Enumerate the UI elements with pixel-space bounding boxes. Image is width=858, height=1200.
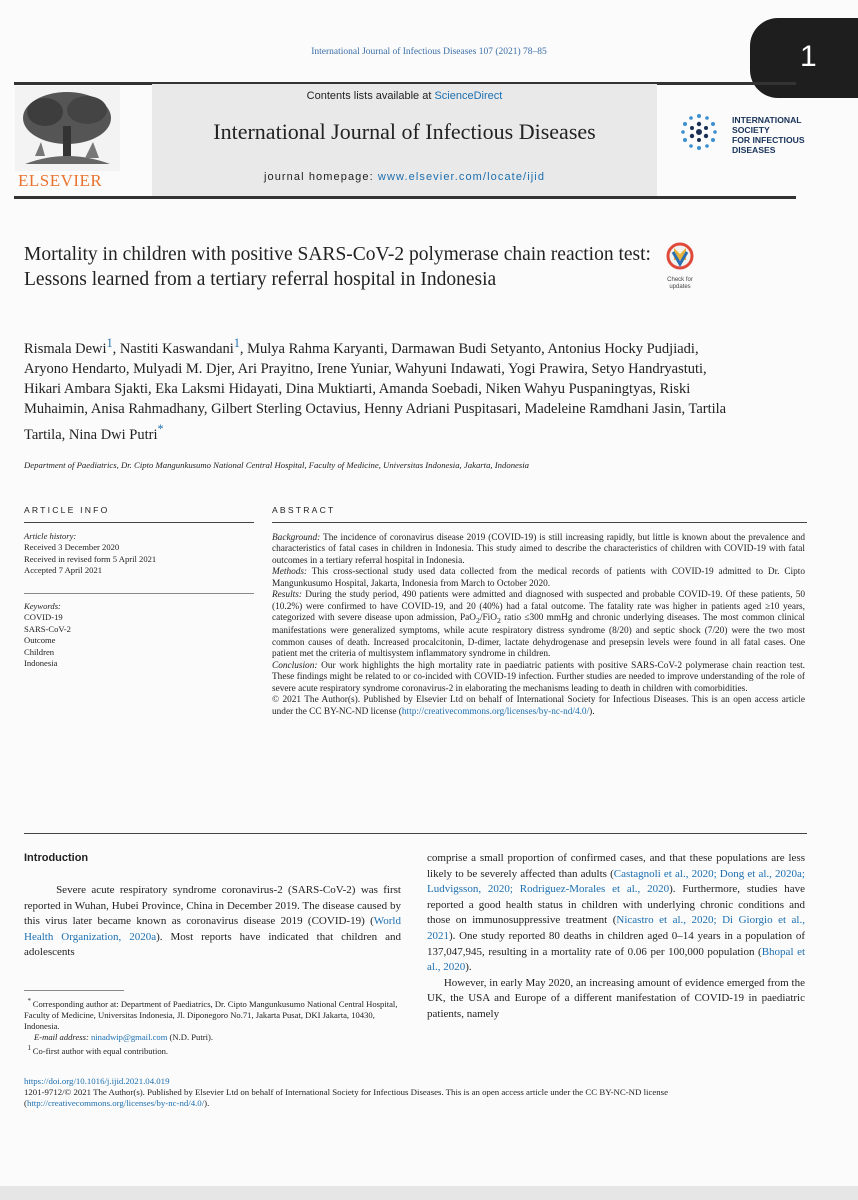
issn-text: 1201-9712/© 2021 The Author(s). Published by Elsevier Ltd on behalf of International Society for Infectious Diseases. This is an open access article under the CC BY-NC-ND license ( [24, 1087, 668, 1108]
footnote-email [24, 1032, 401, 1043]
conclusion-label: Conclusion: [272, 660, 318, 671]
page-bottom-edge [0, 1186, 858, 1200]
intro-left-column: Severe acute respiratory syndrome coronavirus-2 (SARS-CoV-2) was first reported in Wuhan, Hubei Province, China in December 2019. The disease caused by this virus later became known as coronavirus disease 2019 (COVID-19) (World Health Organization, 2020a). Most reports have indicated that children and adolescents [24, 884, 401, 959]
keyword-item[interactable]: COVID-19 [24, 612, 63, 623]
abstract-text [272, 533, 805, 718]
footnote-cofirst: $^1$ Co-first author with equal contribution. [24, 1043, 169, 1056]
keyword-item[interactable]: Outcome [24, 635, 56, 646]
methods-text: This cross-sectional study used data collected from the medical records of patients with COVID-19 admitted to Dr. Cipto Mangunkusumo Hospital, Jakarta, Indonesia from March to October 2020. [272, 567, 805, 589]
journal-homepage [152, 171, 657, 183]
article-history [24, 531, 234, 577]
abstract-conclusion [272, 661, 805, 695]
copyright-text: © 2021 The Author(s). Published by Elsevier Ltd on behalf of International Society for Infectious Diseases. This is an open access article under the CC BY-NC-ND license ( [272, 695, 805, 717]
affiliation: Department of Paediatrics, Dr. Cipto Mangunkusumo National Central Hospital, Faculty of Medicine, Universitas Indonesia, Jakarta, Indonesia [24, 460, 530, 470]
society-logo-icon [679, 112, 719, 152]
society-line: INTERNATIONAL [732, 115, 802, 125]
cofirst-text: Co-first author with equal contribution. [32, 1045, 169, 1056]
keywords [24, 601, 234, 669]
contents-prefix: Contents lists available at [306, 90, 435, 102]
page-number-tab [750, 18, 858, 98]
page-number: 1 [800, 40, 817, 73]
intro-right-column: comprise a small proportion of confirmed cases, and that these populations are less likely to be severely affected than adults (Castagnoli et al., 2020; Dong et al., 2020a; Ludvigsson, 2020; Rodriguez-Morales et al., 2020). Furthermore, studies have reported a good health status in children with underlying chronic conditions and those on immunosuppressive treatment (Nicastro et al., 2020; Di Giorgio et al., 2021). One study reported 80 deaths in children aged 0–14 years in a population of 137,047,945, resulting in a mortality rate of 0.06 per 100,000 population (Bhopal et al., 2020). However, in early May 2020, an increasing amount of evidence emerged from the UK, the USA and Europe of a different manifestation of COVID-19 in paediatric patients, namely [427, 852, 806, 1020]
corresponding-text: Corresponding author at: Department of Paediatrics, Dr. Cipto Mangunkusumo National Central Hospital, Faculty of Medicine, Universitas Indonesia, Jl. Diponegoro No.71, Jakarta Pusat, DKI Jakarta, 10430, Indonesia. [24, 998, 398, 1031]
introduction-heading: Introduction [24, 852, 89, 864]
history-item: Received 3 December 2020 [24, 542, 120, 553]
header-rule-bottom [14, 196, 796, 199]
keyword-item[interactable]: Children [24, 646, 55, 657]
check-updates-icon [658, 242, 702, 272]
footnote-rule [24, 990, 124, 991]
author-list: Rismala Dewi$^1$, Nastiti Kaswandani$^1$, Mulya Rahma Karyanti, Darmawan Budi Setyanto, Antonius Hocky Pudjiadi, Aryono Hendarto, Mulyadi M. Djer, Ari Prayitno, Irene Yuniar, Wahyuni Indawati, Yogi Prawira, Setyo Handryastuti, Hikari Ambara Sjakti, Eka Laksmi Hidayati, Dina Muktiarti, Amanda Soebadi, Niken Wahyu Puspaningtyas, Riski Muhaimin, Anisa Rahmadhany, Gilbert Sterling Octavius, Henny Adriani Puspitasari, Madeleine Ramdhani Jasin, Tartila Tartila, Nina Dwi Putri* [24, 336, 727, 443]
contents-line [152, 90, 657, 102]
journal-title: International Journal of Infectious Diseases [213, 119, 596, 144]
footnotes [24, 996, 401, 1057]
license-link[interactable]: http://creativecommons.org/licenses/by-nc-nd/4.0/ [401, 706, 590, 717]
history-rule [24, 593, 254, 594]
check-updates-label [658, 277, 702, 291]
elsevier-wordmark: ELSEVIER [18, 171, 103, 190]
background-text: The incidence of coronavirus disease 2019 (COVID-19) is still increasing rapidly, but little is known about the prevalence and characteristics of fatal cases in children in Indonesia. This study aimed to describe the characteristics of children with COVID-19 with fatal outcomes in a tertiary referral hospital in Indonesia. [272, 533, 805, 566]
homepage-prefix: journal homepage: [263, 171, 378, 183]
background-label: Background: [272, 533, 321, 543]
sciencedirect-link[interactable]: ScienceDirect [434, 90, 503, 102]
society-line: DISEASES [732, 145, 776, 155]
abstract-results [272, 590, 805, 661]
society-line: SOCIETY [732, 125, 770, 135]
abstract-methods [272, 567, 805, 590]
keyword-item[interactable]: SARS-CoV-2 [24, 623, 71, 634]
society-name [732, 115, 805, 155]
email-suffix: (N.D. Putri). [167, 1031, 213, 1042]
history-label: Article history: [24, 531, 77, 541]
email-label: E-mail address: [34, 1031, 89, 1042]
results-label: Results: [272, 590, 302, 601]
doi-link[interactable]: https://doi.org/10.1016/j.ijid.2021.04.019 [24, 1076, 170, 1086]
article-title: Mortality in children with positive SARS-CoV-2 polymerase chain reaction test: Lessons learned from a tertiary referral hospital in Indonesia [24, 244, 651, 290]
abstract-label: ABSTRACT [272, 505, 336, 515]
conclusion-text: Our work highlights the high mortality rate in paediatric patients with positive SARS-CoV-2 polymerase chain reaction test. These findings might be related to or co-incided with COVID-19 infection. Further studies are needed to improve understanding of the role of severe acute respiratory syndrome coronavirus-2 in elaborating the mechanisms leading to death in children with comorbidities. [272, 660, 805, 694]
society-line: FOR INFECTIOUS [732, 135, 805, 145]
keywords-label: Keywords: [24, 601, 61, 611]
footer-license-link[interactable]: http://creativecommons.org/licenses/by-nc-nd/4.0/ [26, 1098, 205, 1108]
article-info-label: ARTICLE INFO [24, 505, 110, 515]
abstract-background [272, 533, 805, 567]
abstract-copyright [272, 695, 805, 718]
keyword-item[interactable]: Indonesia [24, 658, 58, 669]
journal-citation[interactable]: International Journal of Infectious Diseases 107 (2021) 78–85 [311, 47, 547, 57]
article-info-rule [24, 522, 254, 523]
footer-license-end: ). [204, 1098, 210, 1108]
check-updates-line: updates [669, 284, 691, 290]
email-link[interactable]: ninadwip@gmail.com [90, 1031, 168, 1042]
copyright-end: ). [589, 706, 595, 717]
homepage-link[interactable]: www.elsevier.com/locate/ijid [377, 171, 546, 183]
issn-line [24, 1087, 814, 1109]
check-updates-line: Check for [667, 277, 693, 283]
abstract-rule [272, 522, 807, 523]
check-for-updates-button[interactable] [658, 242, 702, 290]
footnote-corresponding: * Corresponding author at: Department of Paediatrics, Dr. Cipto Mangunkusumo National Central Hospital, Faculty of Medicine, Universitas Indonesia, Jl. Diponegoro No.71, Jakarta Pusat, DKI Jakarta, 10430, Indonesia. [24, 997, 398, 1031]
history-item: Received in revised form 5 April 2021 [24, 553, 157, 564]
history-item: Accepted 7 April 2021 [24, 565, 103, 576]
methods-label: Methods: [272, 567, 308, 578]
results-text: During the study period, 490 patients were admitted and diagnosed with suspected and probable COVID-19. Of these patients, 50 (10.2%) were confirmed to have COVID-19, and 20 (40%) had a fatal outcome. The fatality rate was higher in patients aged ≥10 years, categorized with severe disease upon admission, PaO$_2$/FiO$_2$ ratio ≤300 mmHg and chronic underlying diseases. The most common clinical manifestations were generalized symptoms, while acute respiratory distress syndrome (8/20) and septic shock (7/20) were the two most common causes of death. Increased procalcitonin, D-dimer, lactate dehydrogenase and presepsin levels were found in all fatal cases. One patient met the criteria of multisystem inflammatory syndrome in children. [272, 590, 805, 660]
elsevier-tree-logo-icon [15, 86, 120, 171]
doi-footer [24, 1076, 814, 1109]
abstract-bottom-rule [24, 833, 807, 834]
